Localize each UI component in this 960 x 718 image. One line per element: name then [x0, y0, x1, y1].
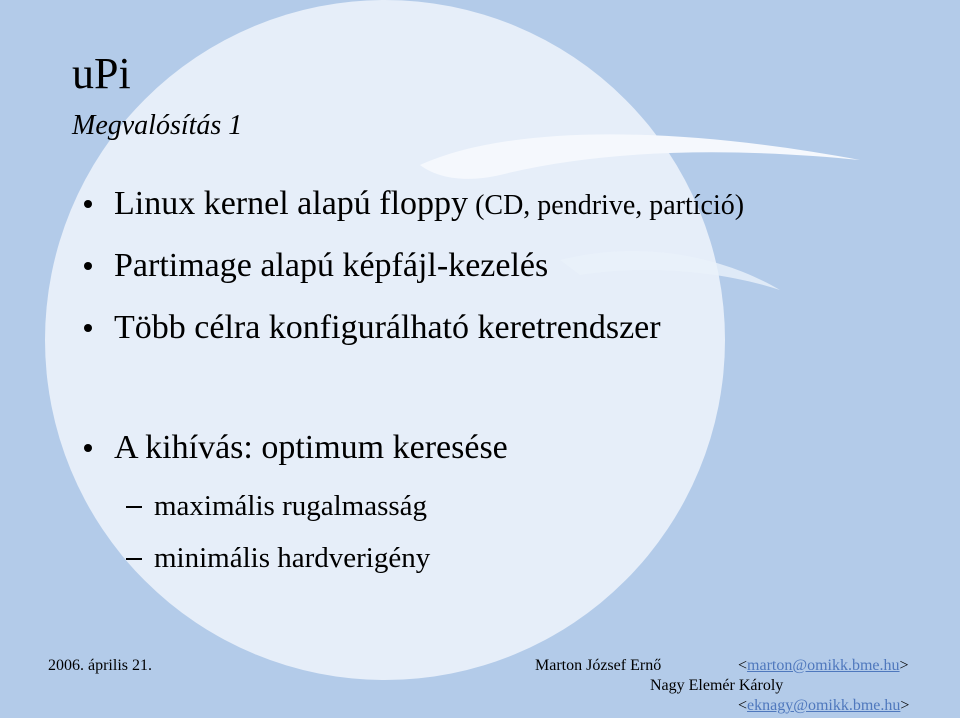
footer-author1: Marton József Ernő	[535, 657, 662, 674]
footer-author2: Nagy Elemér Károly	[650, 677, 784, 694]
sub-bullet-text: minimális hardverigény	[154, 542, 431, 574]
dash-icon	[126, 506, 142, 508]
email2-link[interactable]: eknagy@omikk.bme.hu	[747, 697, 901, 714]
bullet-text: Linux kernel alapú floppy	[114, 185, 469, 222]
bullet-text: Több célra konfigurálható keretrendszer	[114, 309, 661, 346]
slide-title: uPi	[72, 49, 131, 98]
bullet-dot-icon	[84, 324, 92, 332]
bullet-text: Partimage alapú képfájl-kezelés	[114, 247, 549, 284]
footer-email2-line	[738, 696, 909, 716]
email1-link[interactable]: marton@omikk.bme.hu	[747, 657, 900, 674]
bullet-dot-icon	[84, 200, 92, 208]
sub-bullet-text: maximális rugalmasság	[154, 490, 428, 522]
bullet-dot-icon	[84, 444, 92, 452]
footer-email1-line	[738, 656, 909, 676]
footer-date: 2006. április 21.	[48, 657, 152, 674]
bullet-dot-icon	[84, 262, 92, 270]
bullet-text: A kihívás: optimum keresése	[114, 429, 508, 466]
bracket-open: <	[738, 657, 748, 674]
bracket-close: >	[900, 697, 910, 714]
slide-subtitle: Megvalósítás 1	[72, 110, 243, 141]
bullet-extra-text: (CD, pendrive, partíció)	[468, 190, 745, 221]
bracket-close: >	[899, 657, 909, 674]
bracket-open: <	[738, 697, 748, 714]
dash-icon	[126, 558, 142, 560]
